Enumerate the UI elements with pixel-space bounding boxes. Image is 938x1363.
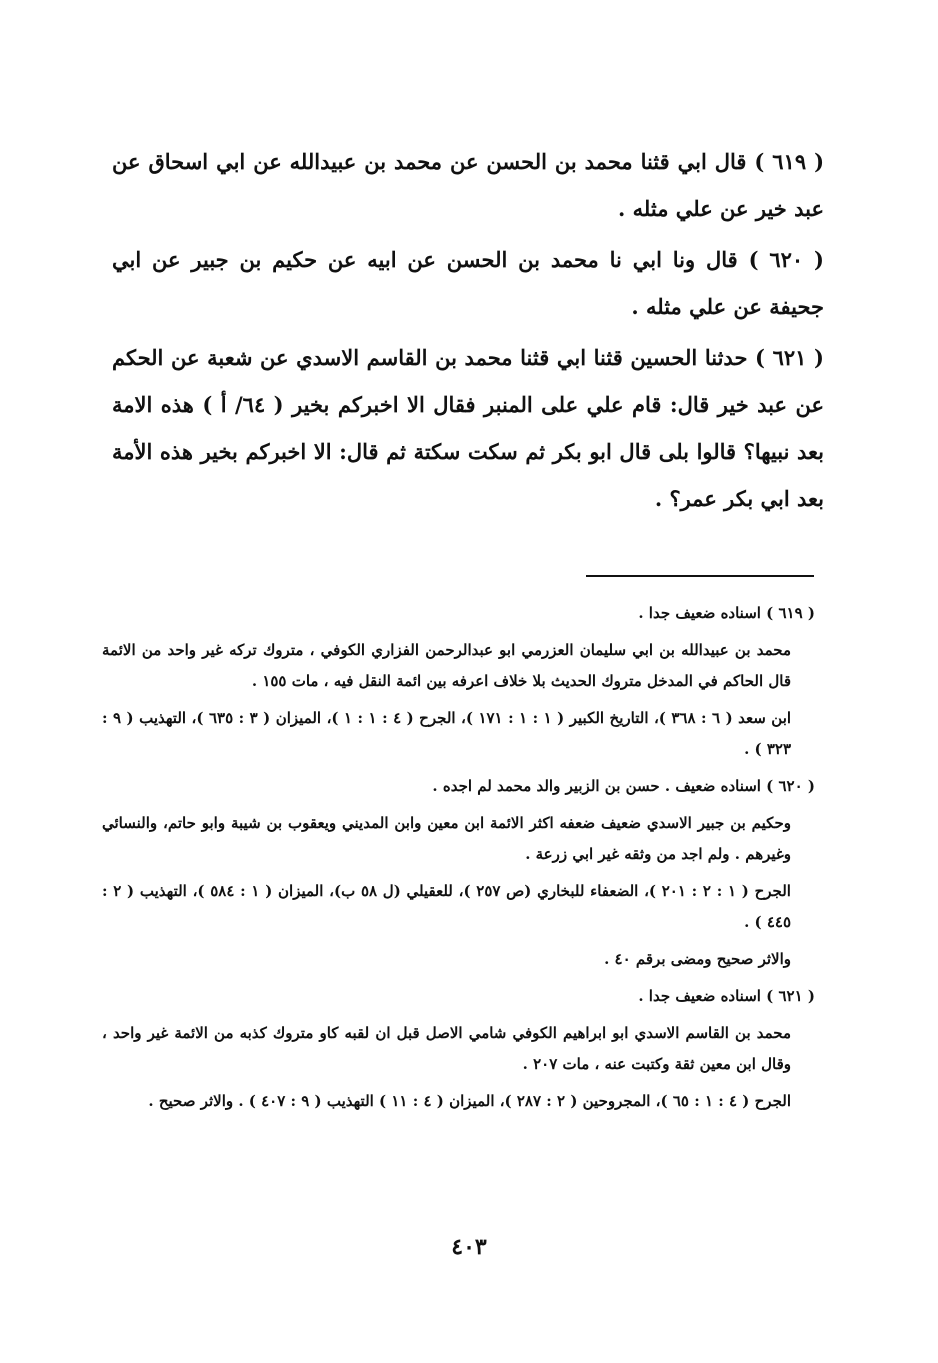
hadith-621: ( ٦٢١ ) حدثنا الحسين قثنا ابي قثنا محمد بن القاسم الاسدي عن شعبة عن الحكم عن عبد خير قال: قام علي على المنبر فقال الا اخبركم بخير ( ٦٤/ أ ) هذه الامة بعد نبيها؟ قالوا بلى قال ابو بكر ثم سكت سكتة ثم قال: الا اخبركم بخير هذه الأمة بعد ابي بكر عمر؟ . <box>112 345 824 511</box>
footnotes <box>102 598 815 1123</box>
footnote-621-body-2: الجرح ( ٤ : ١ : ٦٥ )، المجروحين ( ٢ : ٢٨٧ )، الميزان ( ٤ : ١١ ) التهذيب ( ٩ : ٤٠٧ ) . والاثر صحيح . <box>148 1092 791 1110</box>
footnote-620-body-1: وحكيم بن جبير الاسدي ضعيف ضعفه اكثر الائمة ابن معين وابن المديني ويعقوب بن شيبة وابو حاتم، والنسائي وغيرهم . ولم اجد من وثقه غير ابي زرعة . <box>102 814 791 863</box>
page-number: ٤٠٣ <box>451 1234 487 1260</box>
footnote-divider <box>586 575 814 577</box>
hadith-620: ( ٦٢٠ ) قال ونا ابي نا محمد بن الحسن عن ابيه عن حكيم بن جبير عن ابي جحيفة عن علي مثله . <box>112 247 824 319</box>
footnote-621-body-1: محمد بن القاسم الاسدي ابو ابراهيم الكوفي شامي الاصل قبل ان لقبه كاو متروك كذبه من الائمة غير واحد ، وقال ابن معين ثقة وكتبت عنه ، مات ٢٠٧ . <box>102 1024 791 1073</box>
main-text <box>112 138 824 526</box>
footnote-621-head: ( ٦٢١ ) اسناده ضعيف جدا . <box>638 987 815 1005</box>
hadith-619: ( ٦١٩ ) قال ابي قثنا محمد بن الحسن عن محمد بن عبيدالله عن ابي اسحاق عن عبد خير عن علي مثله . <box>112 149 825 221</box>
footnote-620-body-3: والاثر صحيح ومضى برقم ٤٠ . <box>604 950 791 968</box>
footnote-619-head: ( ٦١٩ ) اسناده ضعيف جدا . <box>638 604 815 622</box>
footnote-619-body-2: ابن سعد ( ٦ : ٣٦٨ )، التاريخ الكبير ( ١ : ١ : ١٧١ )، الجرح ( ٤ : ١ : ١ )، الميزان ( ٣ : ٦٣٥ )، التهذيب ( ٩ : ٣٢٣ ) . <box>102 709 792 758</box>
footnote-620-body-2: الجرح ( ١ : ٢ : ٢٠١ )، الضعفاء للبخاري (ص ٢٥٧ )، للعقيلي (ل ٥٨ ب)، الميزان ( ١ : ٥٨٤ )، التهذيب ( ٢ : ٤٤٥ ) . <box>102 882 791 931</box>
footnote-619-body-1: محمد بن عبيدالله بن ابي سليمان العزرمي ابو عبدالرحمن الفزاري الكوفي ، متروك تركه غير واحد من الائمة قال الحاكم في المدخل متروك الحديث بلا خلاف اعرفه بين ائمة النقل فيه ، مات ١٥٥ . <box>102 641 791 690</box>
footnote-620-head: ( ٦٢٠ ) اسناده ضعيف . حسن بن الزبير والد محمد لم اجده . <box>432 777 815 795</box>
